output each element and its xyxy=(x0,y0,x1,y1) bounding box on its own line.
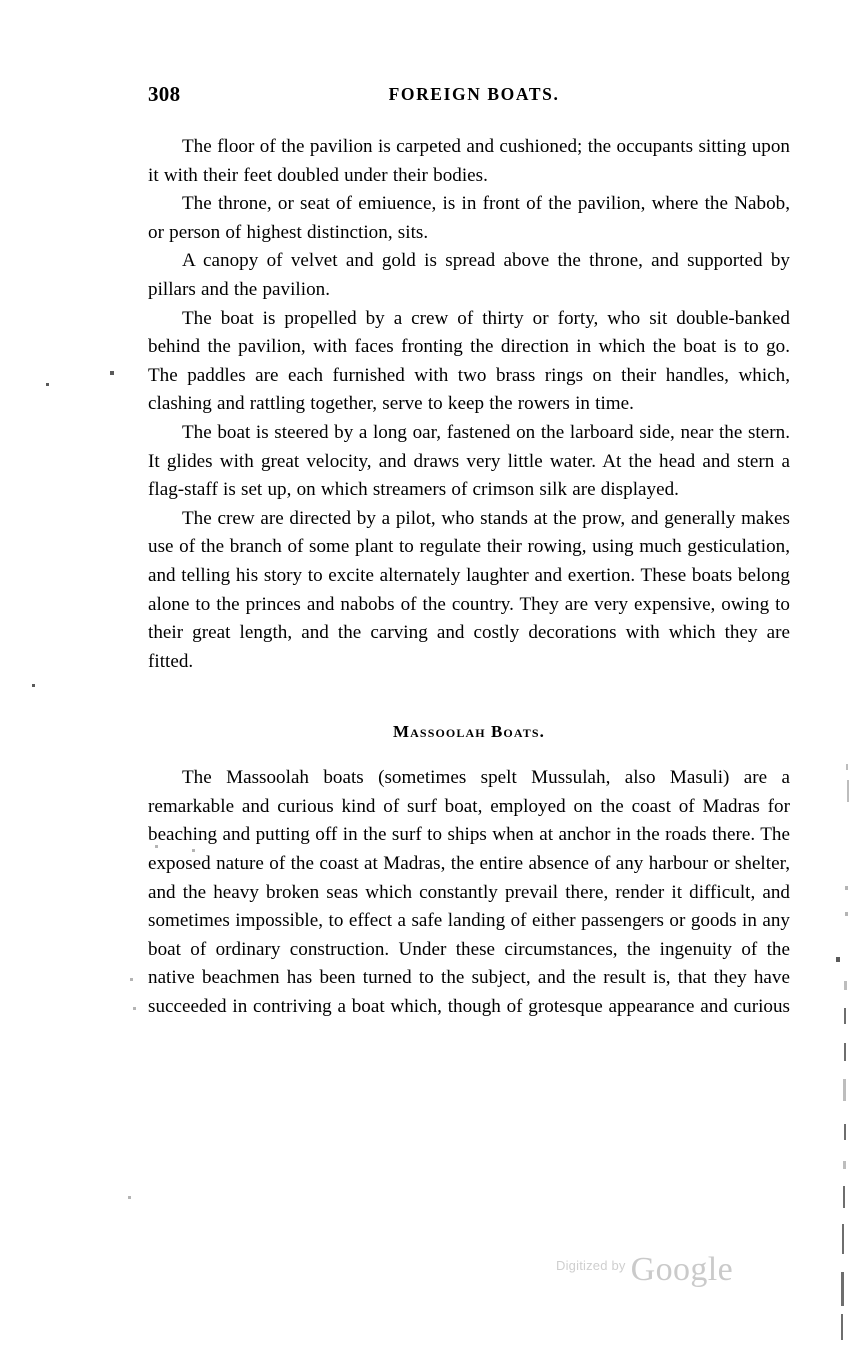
scan-speckle xyxy=(155,845,158,848)
scan-edge-tick xyxy=(844,981,847,990)
section-paragraph: The Massoolah boats (sometimes spelt Mussulah, also Masuli) are a remarkable and curious kind of surf boat, employed on the coast of Madras for beaching and putting off in the surf to ships when at anchor in the roads there. The exposed nature of the coast at Madras, the entire absence of any harbour or shelter, and the heavy broken seas which constantly prevail there, render it difficult, and sometimes impossible, to effect a safe landing of either passengers or goods in any boat of ordinary construction. Under these circumstances, the ingenuity of the native beachmen has been turned to the subject, and the result is, that they have succeeded in contriving a boat which, though of grotesque appearance and curious xyxy=(148,767,790,1018)
paragraph: The floor of the pavilion is carpeted and cushioned; the occupants sitting upon it with their feet doubled under their bodies. xyxy=(148,136,790,186)
scan-speckle xyxy=(128,1196,131,1199)
scan-edge-tick xyxy=(843,1161,846,1169)
scan-edge-tick xyxy=(844,1043,846,1061)
running-head xyxy=(148,82,790,110)
running-head-title: FOREIGN BOATS. xyxy=(388,84,560,104)
paragraph: The crew are directed by a pilot, who stands at the prow, and generally makes use of the branch of some plant to regulate their rowing, using much gesticulation, and telling his story to excite alternately laughter and exertion. These boats belong alone to the princes and nabobs of the country. They are very expensive, owing to their great length, and the carving and costly decorations with which they are fitted. xyxy=(148,507,790,672)
paragraph: The throne, or seat of emiuence, is in front of the pavilion, where the Nabob, or person of highest distinction, sits. xyxy=(148,193,790,243)
scan-speckle xyxy=(192,849,195,852)
scan-edge-tick xyxy=(847,780,849,802)
paragraph: The boat is propelled by a crew of thirty or forty, who sit double-banked behind the pavilion, with faces fronting the direction in which the boat is to go. The paddles are each furnished with two brass rings on their handles, which, clashing and rattling together, serve to keep the rowers in time. xyxy=(148,307,790,415)
google-logo: Google xyxy=(630,1251,734,1288)
scan-edge-tick xyxy=(844,1124,846,1140)
scan-edge-tick xyxy=(843,1079,846,1101)
scan-speckle xyxy=(133,1007,136,1010)
scan-speckle xyxy=(836,957,840,962)
scan-edge-tick xyxy=(841,1314,843,1340)
scan-edge-tick xyxy=(843,1186,845,1208)
scan-edge-tick xyxy=(844,1008,846,1024)
scan-speckle xyxy=(46,383,49,386)
scan-edge-tick xyxy=(846,764,848,770)
page-number: 308 xyxy=(148,82,181,106)
scan-edge-tick xyxy=(841,1272,844,1306)
scan-speckle xyxy=(845,886,848,890)
paragraph: The boat is steered by a long oar, fastened on the larboard side, near the stern. It glides with great velocity, and draws very little water. At the head and stern a flag-staff is set up, on which streamers of crimson silk are displayed. xyxy=(148,421,790,501)
body-text-block xyxy=(148,133,790,1050)
watermark-prefix: Digitized by xyxy=(556,1258,626,1273)
section-heading: Massoolah Boats. xyxy=(393,722,545,742)
paragraph: A canopy of velvet and gold is spread above the throne, and supported by pillars and the pavilion. xyxy=(148,250,790,300)
scan-speckle xyxy=(32,684,35,687)
scan-edge-tick xyxy=(842,1224,844,1254)
digitized-by-google-watermark xyxy=(556,1251,756,1297)
scan-speckle xyxy=(845,912,848,916)
scan-speckle xyxy=(130,978,133,981)
scan-speckle xyxy=(110,371,114,375)
